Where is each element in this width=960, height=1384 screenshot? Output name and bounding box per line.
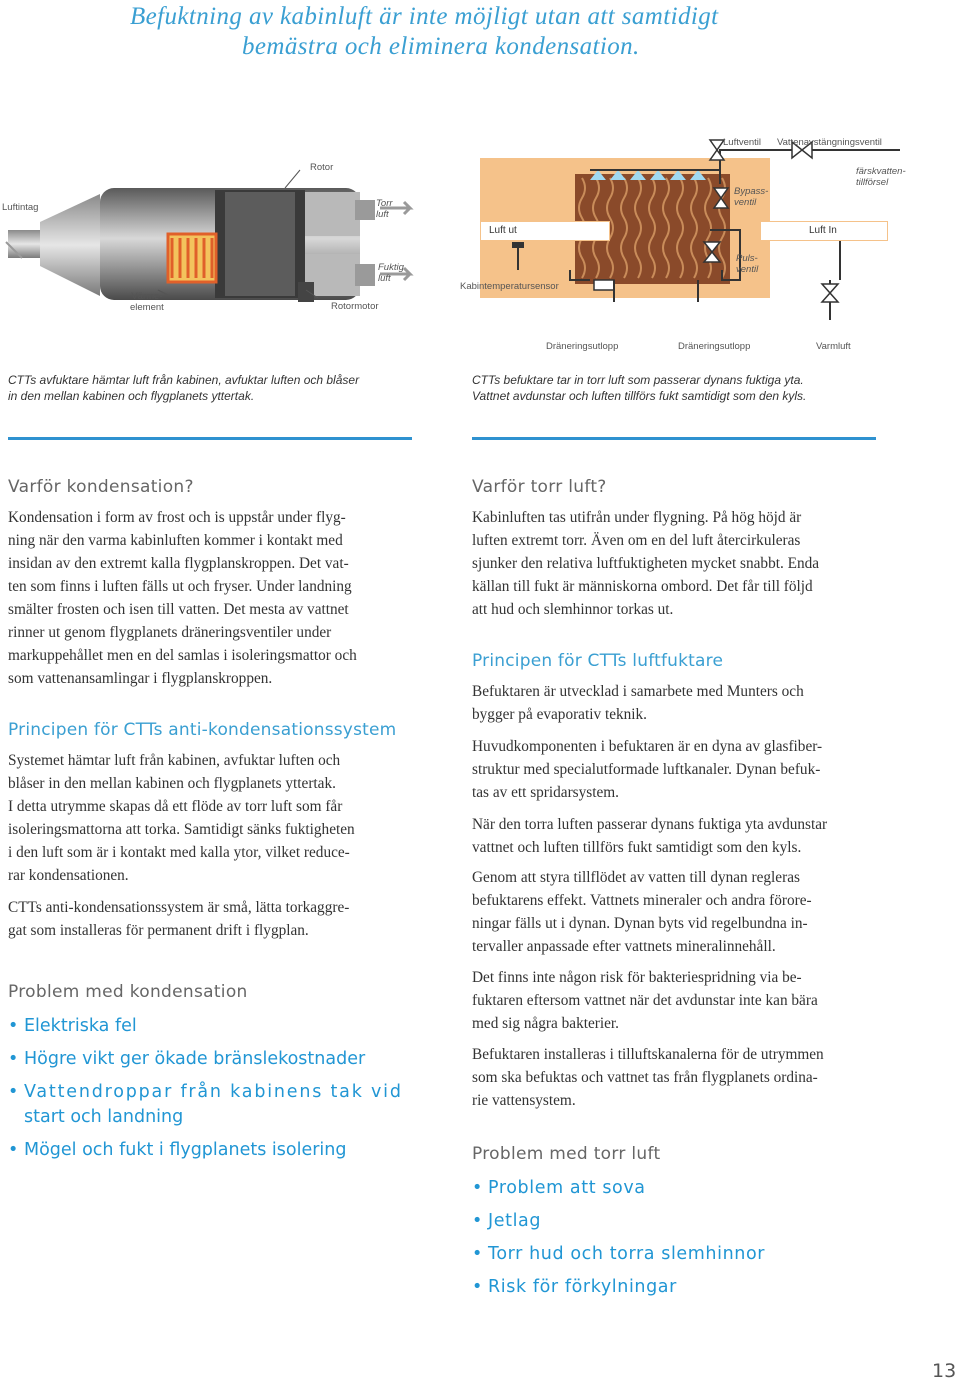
paragraph-torkaggregat: CTTs anti-kondensationssystem är små, lätta torkaggre- gat som installeras för permanent drift i flygplan. [8,899,350,939]
dry-air-outlet [355,200,375,220]
paragraph-installeras: Befuktaren installeras i tilluftskanalerna för de utrymmen som ska befuktas och vattnet tas från flygplanets ordina- rie vattensystem. [472,1046,824,1109]
paragraph-bakterier: Det finns inte någon risk för bakteriespridning via be- fuktaren eftersom vattnet när det avdunstar inte kan bära med sig några bakterier. [472,969,818,1032]
list-item: • Vattendroppar från kabinens tak vid [8,1082,403,1102]
label-luft-in: Luft In [760,221,888,241]
label-draneringsutlopp-1: Dräneringsutlopp [546,341,619,352]
label-luft-ut: Luft ut [480,221,610,241]
heating-element [168,234,216,282]
label-vattenavstangningsventil: Vattenavstängningsventil [777,137,882,148]
divider-right [472,437,876,440]
heading-varfor-torr-luft: Varför torr luft? [472,477,607,497]
paragraph-torr-luft: Kabinluften tas utifrån under flygning. På hög höjd är luften extremt torr. Även om en del luft återcirkuleras sjunker den relativa luftfuktigheten mycket snabbt. Enda källan till fukt är människorna ombord. Det får till följd att hud och slemhinnor torkas ut. [472,509,820,618]
paragraph-befuktaren: Befuktaren är utvecklad i samarbete med Munters och bygger på evaporativ teknik. [472,683,804,723]
label-torr-luft: Torr luft [376,198,393,220]
divider-left [8,437,412,440]
title-line-1: Befuktning av kabinluft är inte möjligt utan att samtidigt [130,3,719,30]
paragraph-torra-luften: När den torra luften passerar dynans fuktiga yta avdunstar vattnet och luften tillförs fukt samtidigt som den kyls. [472,816,828,856]
label-pulsventil: Puls- ventil [736,253,759,275]
drain-valve-icon [822,284,838,302]
page-title [130,2,830,62]
heading-principen-luftfuktare: Principen för CTTs luftfuktare [472,651,724,671]
humid-air-outlet [355,264,375,286]
bullet-list-kondensation [8,1014,428,1163]
inlet-cone [40,194,100,296]
paragraph-styra-tillflodet: Genom att styra tillflödet av vatten till dynan regleras befuktarens effekt. Vattnets mineraler och andra förore- ningar fälls ut i dynan. Dynan byts vid regelbundna in- tervaller anpassade efter vattnets mineralinnehåll. [472,869,812,955]
heading-problem-kondensation: Problem med kondensation [8,982,248,1002]
cabin-temp-sensor [512,242,524,248]
list-item-continuation: start och landning [24,1107,184,1127]
drain-outlet-1 [594,280,614,290]
label-bypassventil: Bypass- ventil [734,186,769,208]
paragraph-kondensation: Kondensation i form av frost och is uppstår under flyg- ning när den varma kabinluften kommer i kontakt med insidan av den extremt kalla flygplanskroppen. Det vat- ten som finns i luften fälls ut och fryser. Under landning smälter frosten och isen till vatten. Det mesta av vattnet rinner ut genom flygplanets dräneringsventiler under markuppehållet men en del samlas i isoleringsmattor och som vattenansamlingar i flygplanskroppen. [8,509,357,687]
label-luftintag: Luftintag [2,202,39,213]
heading-varfor-kondensation: Varför kondensation? [8,477,194,497]
caption-left: CTTs avfuktare hämtar luft från kabinen, avfuktar luften och blåser in den mellan kabinen och flygplanets yttertak. [8,373,360,403]
list-item: • Högre vikt ger ökade bränslekostnader [8,1049,366,1069]
label-varmluft: Varmluft [816,341,851,352]
heading-problem-torr-luft: Problem med torr luft [472,1144,661,1164]
list-item: • Problem att sova [472,1178,646,1198]
label-rotormotor: Rotormotor [331,301,379,312]
label-luftventil: Luftventil [723,137,762,148]
title-line-2: bemästra och eliminera kondensation. [242,33,640,60]
label-varmeelement: Värme- element [130,291,164,313]
paragraph-huvudkomponent: Huvudkomponenten i befuktaren är en dyna av glasfiber- struktur med specialutformade luftkanaler. Dynan befuk- tas av ett spridarsystem. [472,738,823,801]
inlet-nozzle [8,230,40,258]
label-fuktig-luft: Fuktig luft [378,262,404,284]
page-number: 13 [932,1360,957,1382]
paragraph-systemet: Systemet hämtar luft från kabinen, avfuktar luften och blåser in den mellan kabinen och flygplanets yttertak. I detta utrymme skapas då ett flöde av torr luft som får isoleringsmattorna att torka. Samtidigt sänks fuktigheten i den luft som är i kontakt med kalla ytor, vilket reduce- rar kondensationen. [8,752,355,884]
rotor-motor [298,282,314,302]
list-item: • Torr hud och torra slemhinnor [472,1244,766,1264]
label-draneringsutlopp-2: Dräneringsutlopp [678,341,751,352]
list-item: • Elektriska fel [8,1016,137,1036]
bullet-list-torr-luft [472,1176,892,1300]
list-item: • Risk för förkylningar [472,1277,677,1297]
list-item: • Mögel och fukt i flygplanets isolering [8,1140,347,1160]
caption-right: CTTs befuktare tar in torr luft som passerar dynans fuktiga yta. Vattnet avdunstar och luften tillförs fukt samtidigt som den kyls. [472,373,807,403]
label-kabintemperatursensor: Kabintemperatursensor [460,281,559,292]
heading-principen-anti-kondensation: Principen för CTTs anti-kondensationssystem [8,720,397,740]
label-rotor: Rotor [310,162,334,173]
label-farskvatten: färskvatten- tillförsel [856,166,906,188]
list-item: • Jetlag [472,1211,542,1231]
